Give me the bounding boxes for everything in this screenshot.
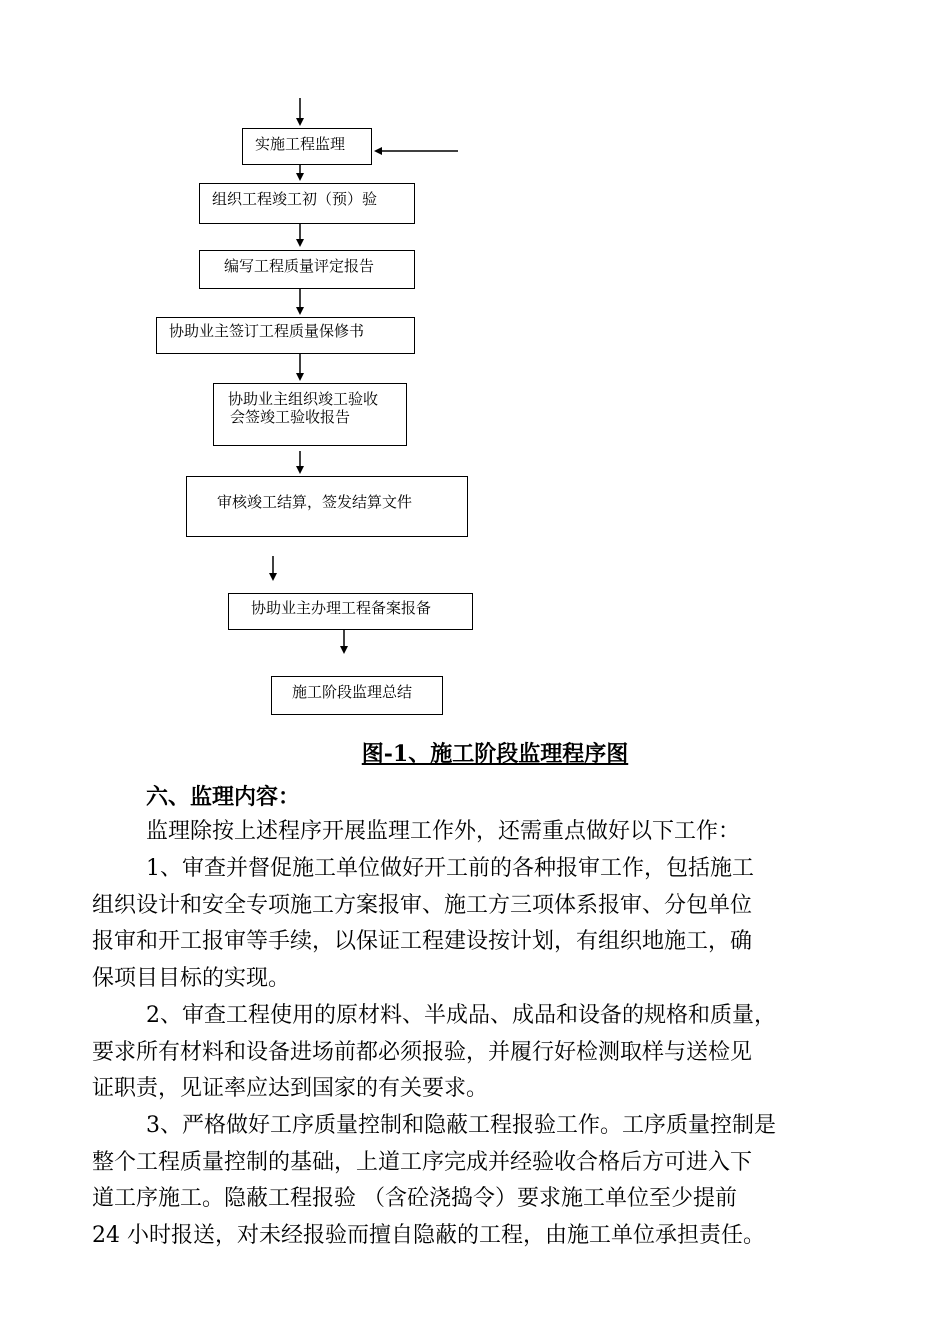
flow-step-2 (199, 183, 415, 224)
flow-step-8-text: 施工阶段监理总结 (292, 683, 413, 701)
flow-step-7-text: 协助业主办理工程备案报备 (251, 599, 432, 617)
paragraph-3-line-4: 24 小时报送，对未经报验而擅自隐蔽的工程，由施工单位承担责任。 (92, 1222, 765, 1248)
flow-step-8 (271, 676, 443, 715)
flow-step-3-text: 编写工程质量评定报告 (224, 257, 375, 275)
paragraph-1-line-1: 1、审查并督促施工单位做好开工前的各种报审工作，包括施工 (146, 856, 754, 881)
paragraph-2-line-3: 证职责，见证率应达到国家的有关要求。 (92, 1076, 489, 1101)
figure-caption: 图-1、施工阶段监理程序图 (361, 741, 629, 767)
paragraph-1-line-4: 保项目目标的实现。 (92, 965, 291, 991)
flow-step-5-text-line2: 会签竣工验收报告 (230, 408, 351, 426)
flow-step-6 (186, 476, 468, 537)
flow-step-3 (199, 250, 415, 289)
flow-step-6-text: 审核竣工结算，签发结算文件 (217, 493, 413, 511)
section-heading: 六、监理内容： (146, 784, 301, 810)
flow-step-4 (156, 317, 415, 354)
flow-step-2-text: 组织工程竣工初（预）验 (212, 190, 378, 208)
paragraph-3-line-1: 3、严格做好工序质量控制和隐蔽工程报验工作。工序质量控制是 (146, 1113, 776, 1138)
flow-step-5-text-line1: 协助业主组织竣工验收 (228, 390, 379, 408)
paragraph-2 (92, 998, 882, 1108)
flow-step-7 (228, 593, 473, 630)
paragraph-2-line-2: 要求所有材料和设备进场前都必须报验，并履行好检测取样与送检见 (92, 1039, 753, 1065)
paragraph-3 (92, 1108, 882, 1254)
flow-step-1 (242, 128, 372, 165)
flow-step-5 (213, 383, 407, 446)
paragraph-3-line-2: 整个工程质量控制的基础，上道工序完成并经验收合格后方可进入下 (92, 1149, 753, 1175)
flow-step-4-text: 协助业主签订工程质量保修书 (169, 322, 365, 340)
paragraph-3-line-3: 道工序施工。隐蔽工程报验 （含砼浇捣令）要求施工单位至少提前 (92, 1186, 737, 1211)
paragraph-1 (92, 851, 882, 997)
paragraph-2-line-1: 2、审查工程使用的原材料、半成品、成品和设备的规格和质量， (146, 1003, 776, 1028)
paragraph-intro-line: 监理除按上述程序开展监理工作外，还需重点做好以下工作： (146, 819, 741, 844)
paragraph-intro (92, 814, 882, 851)
flow-step-1-text: 实施工程监理 (255, 135, 346, 153)
paragraph-1-line-3: 报审和开工报审等手续，以保证工程建设按计划，有组织地施工，确 (92, 929, 753, 954)
paragraph-1-line-2: 组织设计和安全专项施工方案报审、施工方三项体系报审、分包单位 (92, 892, 753, 918)
